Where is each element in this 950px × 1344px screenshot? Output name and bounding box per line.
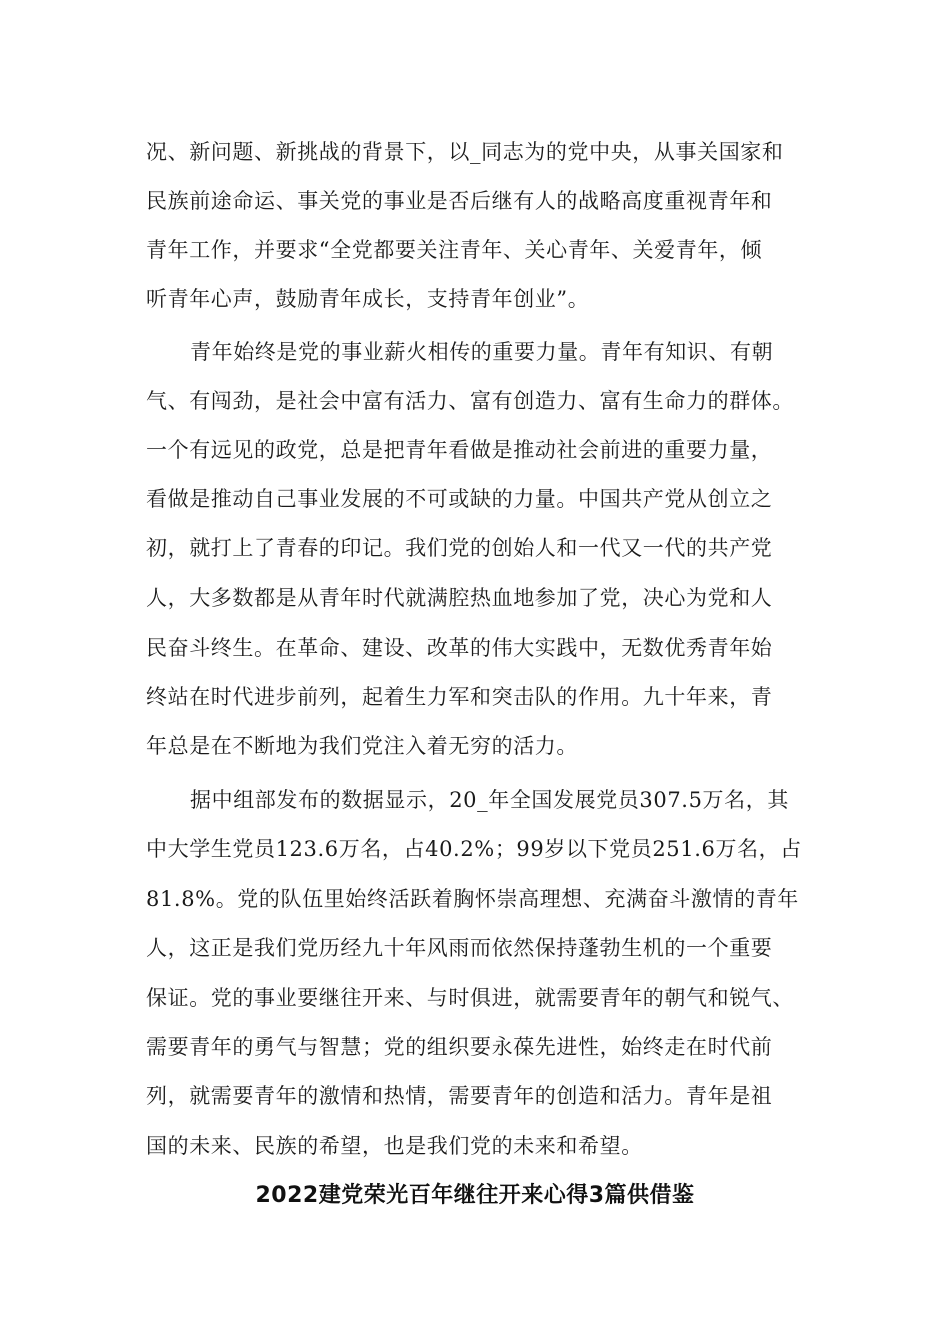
paragraph-1-line-4: 听青年心声，鼓励青年成长，支持青年创业”。 — [146, 287, 590, 311]
paragraph-2-line-9: 年总是在不断地为我们党注入着无穷的活力。 — [146, 734, 578, 758]
paragraph-3-line-4: 人，这正是我们党历经九十年风雨而依然保持蓬勃生机的一个重要 — [146, 936, 773, 960]
section-heading: 2022建党荣光百年继往开来心得3篇供借鉴 — [255, 1183, 695, 1208]
paragraph-3-line-3: 81.8%。党的队伍里始终活跃着胸怀崇高理想、充满奋斗激情的青年 — [146, 887, 799, 911]
paragraph-1-line-3: 青年工作，并要求“全党都要关注青年、关心青年、关爱青年，倾 — [146, 238, 763, 262]
paragraph-2-line-8: 终站在时代进步前列，起着生力军和突击队的作用。九十年来，青 — [146, 685, 773, 709]
paragraph-3-line-6: 需要青年的勇气与智慧；党的组织要永葆先进性，始终走在时代前 — [146, 1035, 773, 1059]
paragraph-2-line-7: 民奋斗终生。在革命、建设、改革的伟大实践中，无数优秀青年始 — [146, 636, 773, 660]
paragraph-3-line-2: 中大学生党员123.6万名，占40.2%；99岁以下党员251.6万名，占 — [146, 837, 802, 861]
paragraph-2-line-4: 看做是推动自己事业发展的不可或缺的力量。中国共产党从创立之 — [146, 487, 773, 511]
paragraph-2-line-3: 一个有远见的政党，总是把青年看做是推动社会前进的重要力量， — [146, 438, 773, 462]
paragraph-3-line-1: 据中组部发布的数据显示，20_年全国发展党员307.5万名，其 — [190, 788, 789, 812]
paragraph-3-line-8: 国的未来、民族的希望，也是我们党的未来和希望。 — [146, 1134, 643, 1158]
paragraph-3-line-5: 保证。党的事业要继往开来、与时俱进，就需要青年的朝气和锐气、 — [146, 986, 794, 1010]
paragraph-2-line-1: 青年始终是党的事业薪火相传的重要力量。青年有知识、有朝 — [190, 340, 774, 364]
paragraph-1-line-1: 况、新问题、新挑战的背景下，以_同志为的党中央，从事关国家和 — [146, 140, 784, 164]
paragraph-2-line-5: 初，就打上了青春的印记。我们党的创始人和一代又一代的共产党 — [146, 536, 773, 560]
paragraph-3-line-7: 列，就需要青年的激情和热情，需要青年的创造和活力。青年是祖 — [146, 1084, 773, 1108]
paragraph-1-line-2: 民族前途命运、事关党的事业是否后继有人的战略高度重视青年和 — [146, 189, 773, 213]
paragraph-2-line-2: 气、有闯劲，是社会中富有活力、富有创造力、富有生命力的群体。 — [146, 389, 794, 413]
paragraph-2-line-6: 人，大多数都是从青年时代就满腔热血地参加了党，决心为党和人 — [146, 586, 773, 610]
